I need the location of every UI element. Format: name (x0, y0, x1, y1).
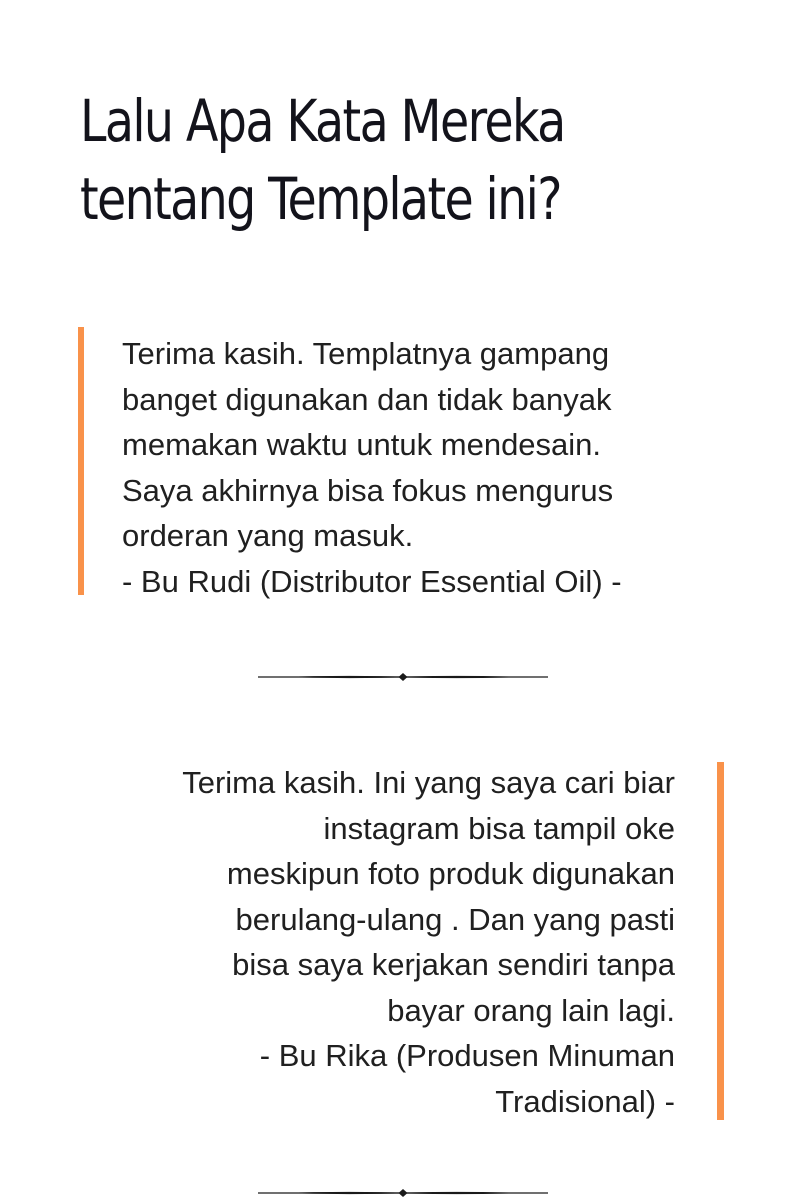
testimonial-line: instagram bisa tampil oke (323, 810, 675, 846)
ornament-divider-icon (258, 672, 548, 682)
testimonial-line: banget digunakan dan tidak banyak (122, 381, 612, 417)
section-heading-line: tentang Template ini? (80, 165, 561, 233)
testimonial-line: Saya akhirnya bisa fokus mengurus (122, 472, 614, 508)
testimonial-line: orderan yang masuk. (122, 518, 414, 553)
testimonial-quote-bu-rudi (78, 327, 678, 599)
section-heading-line: Lalu Apa Kata Mereka (80, 87, 565, 155)
testimonial-line: Terima kasih. Templatnya gampang (122, 336, 610, 371)
testimonial-line: berulang-ulang . Dan yang pasti (235, 901, 675, 937)
ornament-divider-icon (258, 1188, 548, 1198)
section-heading (80, 82, 605, 238)
testimonial-text (122, 331, 678, 604)
testimonial-line: memakan waktu untuk mendesain. (122, 427, 602, 462)
testimonial-quote-bu-rika (110, 762, 724, 1120)
testimonial-line: meskipun foto produk digunakan (226, 856, 675, 891)
testimonial-author: - Bu Rudi (Distributor Essential Oil) - (122, 563, 622, 599)
testimonial-line: bayar orang lain lagi. (387, 992, 675, 1028)
testimonial-line: Terima kasih. Ini yang saya cari biar (182, 765, 675, 800)
testimonial-line: bisa saya kerjakan sendiri tanpa (232, 947, 675, 982)
testimonial-text (110, 760, 675, 1124)
testimonial-author: Tradisional) - (495, 1083, 675, 1119)
testimonial-author: - Bu Rika (Produsen Minuman (259, 1038, 675, 1073)
